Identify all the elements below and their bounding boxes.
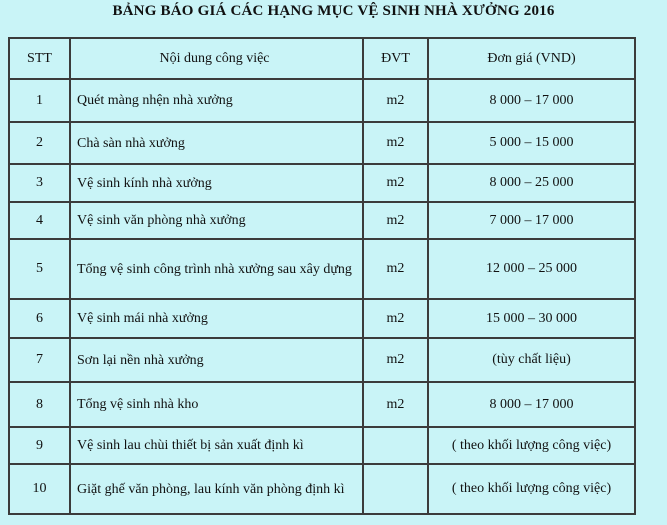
cell-stt: 3	[9, 164, 70, 202]
cell-content: Tổng vệ sinh nhà kho	[70, 382, 363, 427]
table-row	[9, 427, 635, 464]
table-row	[9, 202, 635, 239]
table-row	[9, 164, 635, 202]
cell-unit: m2	[363, 79, 428, 122]
cell-unit: m2	[363, 239, 428, 299]
table-row	[9, 79, 635, 122]
cell-stt: 7	[9, 338, 70, 382]
cell-stt: 8	[9, 382, 70, 427]
table-header-row	[9, 38, 635, 79]
page-title: BẢNG BÁO GIÁ CÁC HẠNG MỤC VỆ SINH NHÀ XƯỞNG 2016	[112, 3, 555, 19]
cell-stt: 4	[9, 202, 70, 239]
table-row	[9, 338, 635, 382]
cell-unit	[363, 464, 428, 514]
price-table	[8, 37, 636, 515]
table-row	[9, 122, 635, 164]
cell-price: ( theo khối lượng công việc)	[428, 427, 635, 464]
table-row	[9, 239, 635, 299]
cell-content: Quét màng nhện nhà xưởng	[70, 79, 363, 122]
cell-stt: 10	[9, 464, 70, 514]
cell-unit	[363, 427, 428, 464]
cell-content: Chà sàn nhà xưởng	[70, 122, 363, 164]
cell-price: 12 000 – 25 000	[428, 239, 635, 299]
cell-price: 7 000 – 17 000	[428, 202, 635, 239]
cell-content: Tổng vệ sinh công trình nhà xưởng sau xây dựng	[70, 239, 363, 299]
header-unit: ĐVT	[363, 38, 428, 79]
cell-content: Giặt ghế văn phòng, lau kính văn phòng định kì	[70, 464, 363, 514]
cell-content: Sơn lại nền nhà xưởng	[70, 338, 363, 382]
table-row	[9, 382, 635, 427]
cell-content: Vệ sinh lau chùi thiết bị sản xuất định kì	[70, 427, 363, 464]
header-content: Nội dung công việc	[70, 38, 363, 79]
cell-unit: m2	[363, 202, 428, 239]
cell-unit: m2	[363, 164, 428, 202]
cell-stt: 9	[9, 427, 70, 464]
cell-content: Vệ sinh mái nhà xưởng	[70, 299, 363, 338]
cell-stt: 5	[9, 239, 70, 299]
cell-price: (tùy chất liệu)	[428, 338, 635, 382]
header-price: Đơn giá (VND)	[428, 38, 635, 79]
cell-unit: m2	[363, 122, 428, 164]
cell-content: Vệ sinh kính nhà xưởng	[70, 164, 363, 202]
cell-unit: m2	[363, 299, 428, 338]
cell-stt: 2	[9, 122, 70, 164]
header-stt: STT	[9, 38, 70, 79]
cell-price: 15 000 – 30 000	[428, 299, 635, 338]
cell-unit: m2	[363, 382, 428, 427]
cell-price: ( theo khối lượng công việc)	[428, 464, 635, 514]
cell-stt: 6	[9, 299, 70, 338]
cell-price: 5 000 – 15 000	[428, 122, 635, 164]
cell-unit: m2	[363, 338, 428, 382]
cell-price: 8 000 – 17 000	[428, 79, 635, 122]
table-row	[9, 464, 635, 514]
table-row	[9, 299, 635, 338]
cell-price: 8 000 – 17 000	[428, 382, 635, 427]
cell-stt: 1	[9, 79, 70, 122]
cell-content: Vệ sinh văn phòng nhà xưởng	[70, 202, 363, 239]
cell-price: 8 000 – 25 000	[428, 164, 635, 202]
